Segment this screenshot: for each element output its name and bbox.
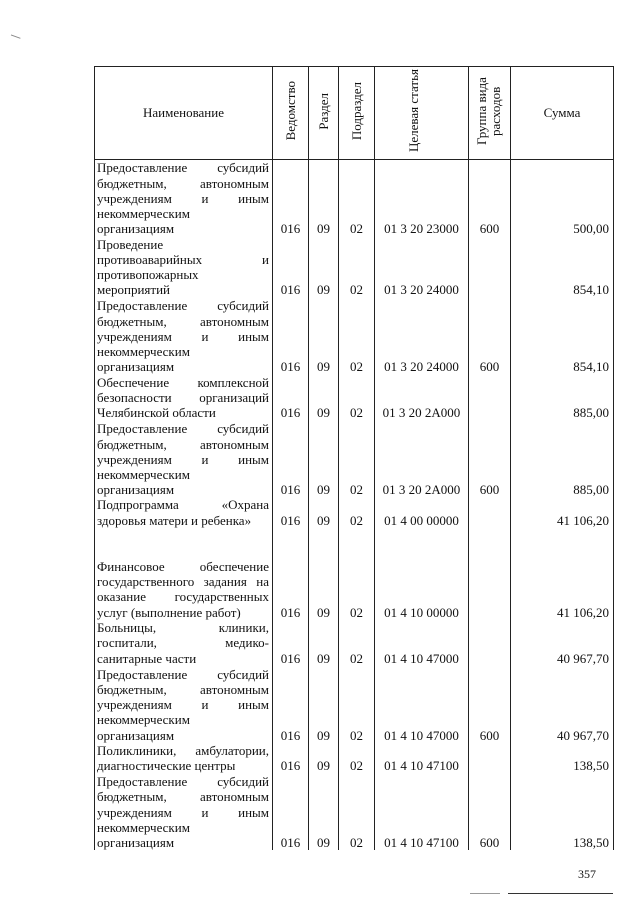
row-section-cell: 09 [309,297,339,374]
table-row [95,374,614,420]
row-sum-cell: 41 106,20 [511,528,614,620]
row-section-cell: 09 [309,497,339,527]
row-sum-cell: 885,00 [511,374,614,420]
row-sum-cell: 138,50 [511,743,614,773]
row-subsection-cell: 02 [339,160,375,237]
table-row [95,773,614,850]
table-header-row [95,67,614,160]
row-dept-cell: 016 [273,497,309,527]
row-dept-cell: 016 [273,297,309,374]
row-sum-cell: 138,50 [511,773,614,850]
row-section-cell: 09 [309,160,339,237]
row-group-cell [469,374,511,420]
row-target-cell: 01 4 00 00000 [375,497,469,527]
header-section: Раздел [315,92,331,130]
row-subsection-cell: 02 [339,374,375,420]
row-name-cell: Предоставление субсидий бюджетным, автономным учреждениям и иным некоммерческим организациям [95,297,273,374]
row-sum-cell: 500,00 [511,160,614,237]
row-target-cell: 01 3 20 24000 [375,297,469,374]
row-target-cell: 01 3 20 24000 [375,237,469,298]
page-number: 357 [578,867,596,881]
table-row [95,528,614,620]
row-name-cell: Обеспечение комплексной безопасности организаций Челябинской области [95,374,273,420]
header-subsection: Подраздел [348,81,364,141]
row-target-cell: 01 4 10 00000 [375,528,469,620]
row-subsection-cell: 02 [339,773,375,850]
row-subsection-cell: 02 [339,620,375,666]
row-sum-cell: 854,10 [511,297,614,374]
row-subsection-cell: 02 [339,666,375,743]
row-dept-cell: 016 [273,743,309,773]
header-dept: Ведомство [282,81,298,141]
row-group-cell [469,620,511,666]
row-group-cell [469,497,511,527]
row-sum-cell: 854,10 [511,237,614,298]
bottom-rule-short [470,893,500,894]
row-section-cell: 09 [309,620,339,666]
row-subsection-cell: 02 [339,528,375,620]
header-section-cell [309,67,339,160]
row-name-cell: Предоставление субсидий бюджетным, автономным учреждениям и иным некоммерческим организациям [95,160,273,237]
table-row [95,497,614,527]
row-name-cell: Поликлиники, амбулатории, диагностические центры [95,743,273,773]
row-dept-cell: 016 [273,666,309,743]
row-name-cell: Предоставление субсидий бюджетным, автономным учреждениям и иным некоммерческим организациям [95,666,273,743]
row-group-cell: 600 [469,420,511,497]
header-group-cell [469,67,511,160]
row-name-cell: Предоставление субсидий бюджетным, автономным учреждениям и иным некоммерческим организациям [95,420,273,497]
row-target-cell: 01 3 20 2А000 [375,374,469,420]
row-dept-cell: 016 [273,620,309,666]
header-name: Наименование [95,67,273,160]
row-group-cell: 600 [469,160,511,237]
row-subsection-cell: 02 [339,237,375,298]
row-section-cell: 09 [309,237,339,298]
budget-table [94,66,614,850]
row-group-cell [469,743,511,773]
row-name-cell: Предоставление субсидий бюджетным, автономным учреждениям и иным некоммерческим организациям [95,773,273,850]
table-row [95,297,614,374]
row-dept-cell: 016 [273,374,309,420]
row-dept-cell: 016 [273,773,309,850]
row-target-cell: 01 3 20 23000 [375,160,469,237]
scan-mark [9,34,20,42]
table-row [95,420,614,497]
header-exp-group: Группа вида расходов [473,77,503,145]
table-row [95,743,614,773]
row-name-cell: Финансовое обеспечение государственного задания на оказание государственных услуг (выполнение работ) [95,528,273,620]
row-name-cell: Проведение противоаварийных и противопожарных мероприятий [95,237,273,298]
row-target-cell: 01 4 10 47100 [375,743,469,773]
row-section-cell: 09 [309,773,339,850]
row-group-cell [469,237,511,298]
header-subsection-cell [339,67,375,160]
row-subsection-cell: 02 [339,297,375,374]
table-row [95,620,614,666]
table-body [95,160,614,851]
row-section-cell: 09 [309,666,339,743]
row-sum-cell: 40 967,70 [511,666,614,743]
row-group-cell: 600 [469,773,511,850]
row-target-cell: 01 3 20 2А000 [375,420,469,497]
bottom-rule [508,893,613,894]
row-group-cell [469,528,511,620]
row-group-cell: 600 [469,297,511,374]
row-subsection-cell: 02 [339,420,375,497]
row-section-cell: 09 [309,528,339,620]
header-target: Целевая статья [405,69,421,153]
header-dept-cell [273,67,309,160]
row-dept-cell: 016 [273,237,309,298]
row-target-cell: 01 4 10 47000 [375,666,469,743]
row-dept-cell: 016 [273,160,309,237]
row-target-cell: 01 4 10 47100 [375,773,469,850]
table-row [95,666,614,743]
row-group-cell: 600 [469,666,511,743]
row-sum-cell: 885,00 [511,420,614,497]
row-target-cell: 01 4 10 47000 [375,620,469,666]
row-subsection-cell: 02 [339,743,375,773]
row-section-cell: 09 [309,743,339,773]
table-row [95,160,614,237]
table-row [95,237,614,298]
row-subsection-cell: 02 [339,497,375,527]
header-target-cell [375,67,469,160]
row-dept-cell: 016 [273,420,309,497]
row-section-cell: 09 [309,374,339,420]
row-name-cell: Больницы, клиники, госпитали, медико-санитарные части [95,620,273,666]
header-sum: Сумма [511,67,614,160]
row-dept-cell: 016 [273,528,309,620]
row-section-cell: 09 [309,420,339,497]
row-name-cell: Подпрограмма «Охрана здоровья матери и ребенка» [95,497,273,527]
row-sum-cell: 40 967,70 [511,620,614,666]
row-sum-cell: 41 106,20 [511,497,614,527]
